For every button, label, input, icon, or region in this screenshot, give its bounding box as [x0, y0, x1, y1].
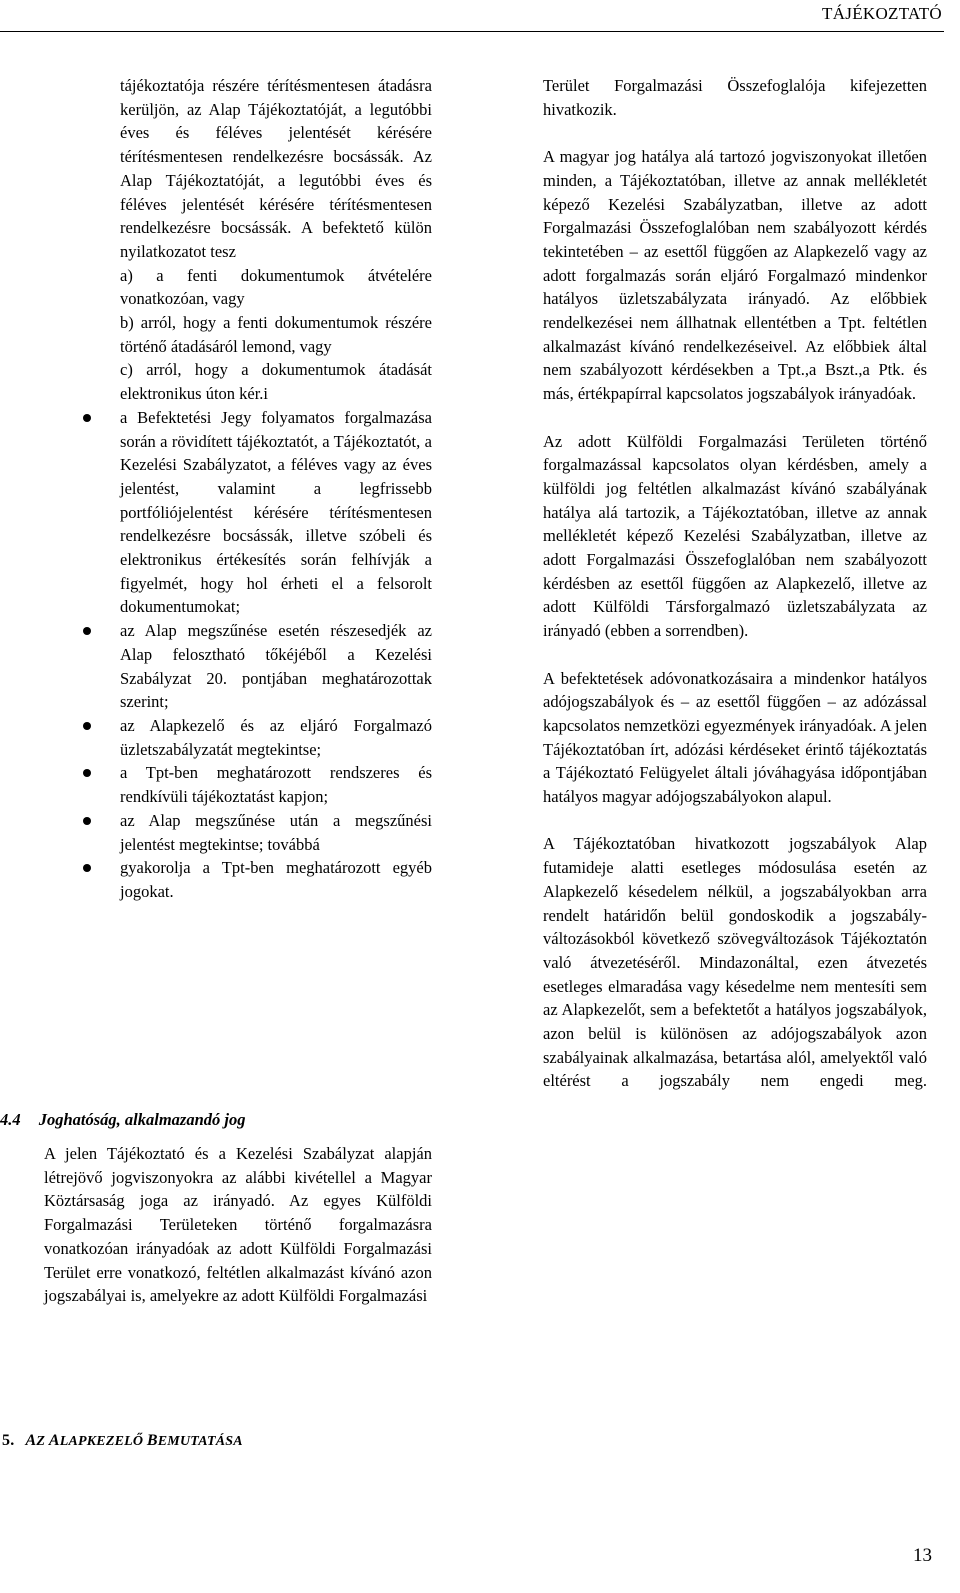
section-heading [0, 1108, 246, 1132]
option-a: a) a fenti dokumentumok átvételére vonatkozóan, vagy [120, 265, 432, 309]
bullet-icon [83, 769, 91, 777]
chapter-title-part: LAPKEZELŐ [59, 1434, 147, 1449]
left-column [120, 74, 432, 904]
chapter-title-part: EMUTATÁSA [157, 1434, 243, 1449]
list-item-text: az Alap megszűnése után a megszűnési jelentést megtekintse; továbbá [120, 810, 432, 854]
list-item [120, 809, 432, 856]
option-b: b) arról, hogy a fenti dokumentumok részére történő átadásáról lemond, vagy [120, 313, 432, 356]
chapter-title-letter: B [146, 1432, 158, 1449]
section-body: A jelen Tájékoztató és a Kezelési Szabályzat alapján létrejövő jogviszonyokra az alábbi kivétellel a Magyar Köztársaság joga az irányadó. Az egyes Külföldi Forgalmazási Területeken történő forgalmazásra vonatkozóan irányadóak az adott Külföldi Forgalmazási Terület erre vonatkozó, feltétlen alkalmazást kívánó azon jogszabályai is, amelyekre az adott Külföldi Forgalmazási [44, 1144, 432, 1306]
list-item-text: az Alapkezelő és az eljáró Forgalmazó üzletszabályzatát megtekintse; [120, 715, 432, 759]
paragraph: Terület Forgalmazási Összefoglalója kifejezetten hivatkozik. [543, 76, 927, 119]
list-item-text: az Alap megszűnése esetén részesedjék az Alap felosztható tőkéjéből a Kezelési Szabályzat 20. pontjában meghatározottak szerint; [120, 621, 432, 712]
right-column [543, 74, 927, 1117]
section-number: 4.4 [0, 1110, 21, 1129]
header-divider [0, 31, 944, 32]
list-item [120, 406, 432, 619]
list-item-text: a Befektetési Jegy folyamatos forgalmazása során a rövidített tájékoztatót, a Tájékoztatót, a Kezelési Szabályzatot, a féléves vagy az éves jelentést, valamint a legfrissebb portfóliójelentést kérésére térítésmentesen rendelkezésre bocsássák, illetve szóbeli és elektronikus értékesítés során felhívják a figyelmét, hogy hol érheti el a felsorolt dokumentumokat; [120, 407, 432, 617]
paragraph: A befektetések adóvonatkozásaira a mindenkor hatályos adójogszabályok és – az esettől függően – az adózással kapcsolatos nemzetközi egyezmények irányadóak. A jelen Tájékoztatóban írt, adózási kérdéseket érintő tájékoztatás a Tájékoztató Felügyelet általi jóváhagyása időpontjában hatályos magyar adójogszabályokon alapul. [543, 668, 927, 807]
chapter-title-letter: A [25, 1432, 37, 1449]
list-item [120, 856, 432, 903]
option-c: c) arról, hogy a dokumentumok átadását elektronikus úton kér.i [120, 360, 432, 404]
bullet-icon [83, 414, 91, 422]
bullet-icon [83, 864, 91, 872]
paragraph: A magyar jog hatálya alá tartozó jogviszonyokat illetően minden, a Tájékoztatóban, illetve az annak mellékletét képező Kezelési Szabályzatban, illetve az adott Forgalmazási Összefoglalóban nem szabályozott kérdés tekintetében – az esettől függően az Alapkezelő vagy az adott forgalmazás során eljáró Forgalmazó mindenkor hatályos üzletszabályzata irányadó. Az előbbiek rendelkezései nem állhatnak ellentétben a Tpt. feltétlen alkalmazást kívánó rendelkezéseivel. Az előbbiek által nem szabályozott kérdésekben a Tpt.,a Bszt.,a Ptk. és más, értékpapírral kapcsolatos jogszabályok irányadóak. [543, 147, 927, 404]
page-number: 13 [913, 1545, 932, 1566]
paragraph: Az adott Külföldi Forgalmazási Területen történő forgalmazással kapcsolatos olyan kérdésben, amely a külföldi jog feltétlen alkalmazást kívánó szabályának hatálya alá tartozik, a Tájékoztatóban, illetve az annak mellékletét képező Kezelési Szabályzatban, illetve az adott Forgalmazási Összefoglalóban nem szabályozott kérdésben az esettől függően az Alapkezelő, illetve az adott Külföldi Társforgalmazó üzletszabályzata az irányadó (ebben a sorrendben). [543, 431, 927, 641]
chapter-title-letter: A [48, 1432, 60, 1449]
section-title: Joghatóság, alkalmazandó jog [38, 1110, 246, 1129]
chapter-number: 5. [2, 1432, 15, 1449]
list-item [120, 619, 432, 714]
running-header-title: TÁJÉKOZTATÓ [822, 4, 942, 23]
list-item-text: gyakorolja a Tpt-ben meghatározott egyéb jogokat. [120, 858, 432, 901]
list-item-text: a Tpt-ben meghatározott rendszeres és rendkívüli tájékoztatást kapjon; [120, 763, 432, 807]
list-item [120, 714, 432, 761]
paragraph: A Tájékoztatóban hivatkozott jogszabályok Alap futamideje alatti esetleges módosulása esetén az Alapkezelő késedelem nélkül, a jogszabályokban arra rendelt határidőn belül gondoskodik a jogszabály-változásokból következő szövegváltozások Tájékoztatón való átvezetéséről. Mindazonáltal, ezen átvezetés esetleges elmaradása vagy késedelme nem mentesíti sem az Alapkezelőt, sem a befektetőt a hatályos jogszabályok, azon belül is különösen az adójogszabályok azon szabályainak alkalmazása, betartása alól, amelyektől való eltérést a jogszabály nem engedi meg. [543, 834, 927, 1091]
chapter-heading [2, 1432, 243, 1450]
chapter-title-part: Z [36, 1434, 49, 1449]
bullet-icon [83, 722, 91, 730]
bullet-icon [83, 627, 91, 635]
list-item [120, 761, 432, 808]
bullet-icon [83, 817, 91, 825]
intro-paragraph: tájékoztatója részére térítésmentesen átadásra kerüljön, az Alap Tájékoztatóját, a legutóbbi éves és féléves jelentését kérésére térítésmentesen rendelkezésre bocsássák. Az Alap Tájékoztatóját, a legutóbbi éves és féléves jelentését kérésére térítésmentesen rendelkezésre bocsássák. A befektető külön nyilatkozatot tesz [120, 76, 432, 261]
